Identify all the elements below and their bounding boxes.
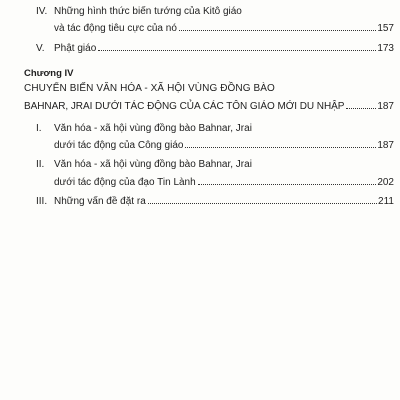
- chapter-title-line: CHUYỂN BIẾN VĂN HÓA - XÃ HỘI VÙNG ĐỒNG BÀO: [24, 83, 275, 94]
- toc-entry-line: Văn hóa - xã hội vùng đồng bào Bahnar, Jrai: [54, 123, 252, 134]
- toc-page-number: 187: [377, 140, 394, 151]
- dot-leader: [346, 107, 376, 109]
- toc-page-number: 157: [377, 23, 394, 34]
- toc-page-number: 202: [377, 177, 394, 188]
- toc-numeral: I.: [36, 123, 42, 134]
- toc-page-number: 173: [377, 43, 394, 54]
- toc-entry-row[interactable]: [54, 194, 394, 210]
- toc-entry-line: Phật giáo: [54, 43, 97, 54]
- toc-entry-line: dưới tác động của đạo Tin Lành: [54, 177, 196, 188]
- chapter-title-line: BAHNAR, JRAI DƯỚI TÁC ĐỘNG CỦA CÁC TÔN GIÁO MỚI DU NHẬP: [24, 101, 345, 112]
- toc-entry-line: Văn hóa - xã hội vùng đồng bào Bahnar, Jrai: [54, 159, 252, 170]
- toc-numeral: IV.: [36, 6, 48, 17]
- dot-leader: [179, 29, 376, 31]
- toc-entry-line: Những hình thức biến tướng của Kitô giáo: [54, 6, 242, 17]
- toc-numeral: V.: [36, 43, 45, 54]
- toc-entry-line: dưới tác động của Công giáo: [54, 140, 184, 151]
- toc-page-number: 187: [377, 101, 394, 112]
- dot-leader: [198, 183, 377, 185]
- chapter-title-row[interactable]: [24, 99, 394, 115]
- toc-entry-line: Những vấn đề đặt ra: [54, 196, 146, 207]
- chapter-label: Chương IV: [24, 68, 74, 79]
- toc-numeral: II.: [36, 159, 45, 170]
- dot-leader: [98, 49, 376, 51]
- toc-entry-row[interactable]: [54, 138, 394, 154]
- toc-entry-row[interactable]: [54, 21, 394, 37]
- toc-numeral: III.: [36, 196, 48, 207]
- toc-entry-row[interactable]: [54, 175, 394, 191]
- dot-leader: [148, 202, 377, 204]
- dot-leader: [185, 146, 376, 148]
- toc-page-number: 211: [378, 196, 394, 207]
- toc-entry-line: và tác động tiêu cực của nó: [54, 23, 177, 34]
- toc-entry-row[interactable]: [54, 41, 394, 57]
